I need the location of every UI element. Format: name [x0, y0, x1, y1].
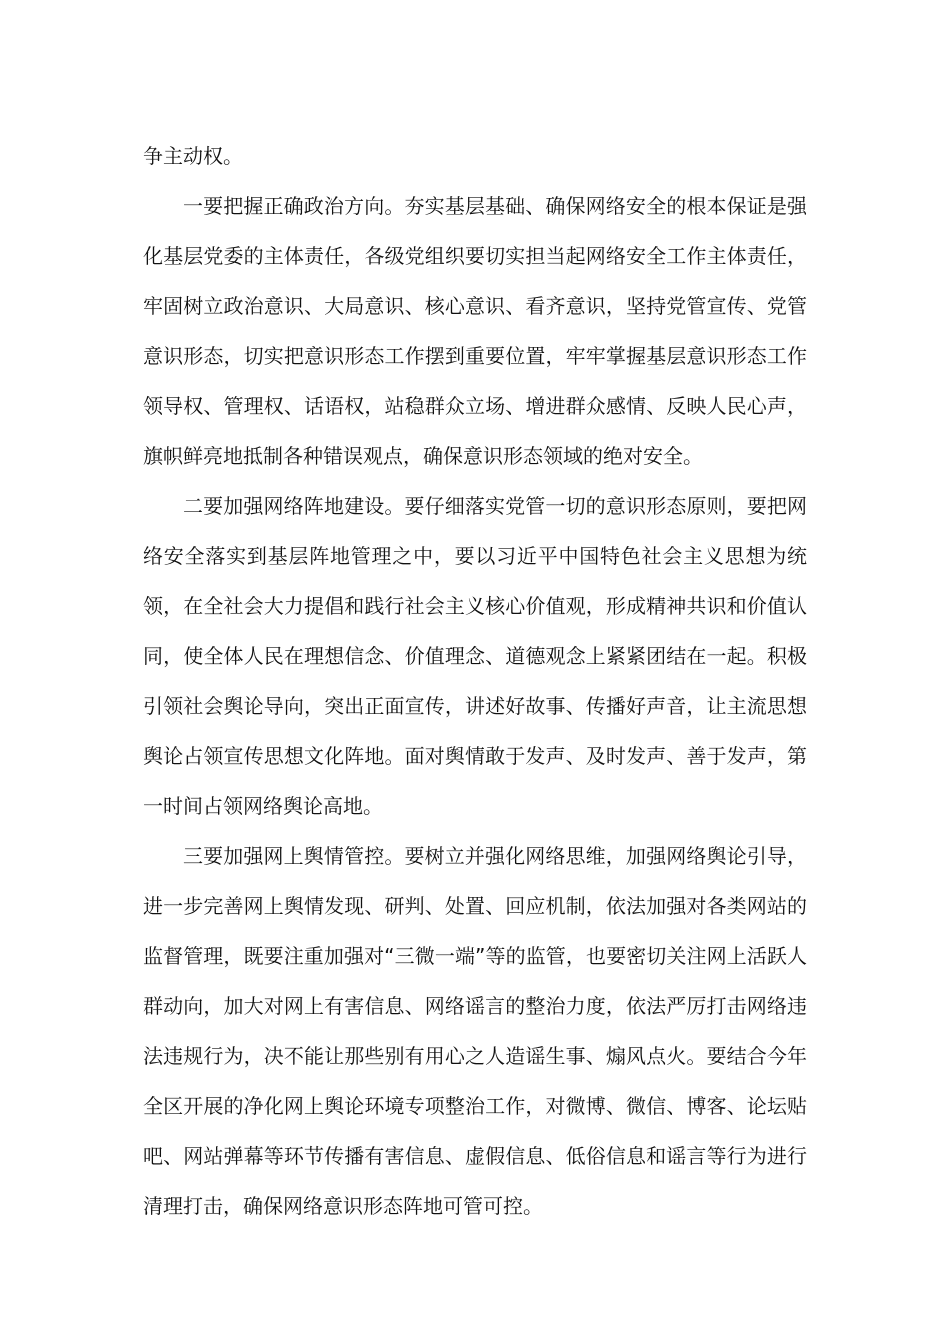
paragraph-political-direction: 一要把握正确政治方向。夯实基层基础、确保网络安全的根本保证是强化基层党委的主体责任，各级党组织要切实担当起网络安全工作主体责任，牢固树立政治意识、大局意识、核心意识、看齐意识，坚持党管宣传、党管意识形态，切实把意识形态工作摆到重要位置，牢牢掌握基层意识形态工作领导权、管理权、话语权，站稳群众立场、增进群众感情、反映人民心声，旗帜鲜亮地抵制各种错误观点，确保意识形态领域的绝对安全。 — [143, 194, 807, 468]
body-text — [143, 131, 807, 1231]
paragraph-continuation: 争主动权。 — [143, 144, 243, 168]
paragraph-online-opinion-control: 三要加强网上舆情管控。要树立并强化网络思维，加强网络舆论引导，进一步完善网上舆情发现、研判、处置、回应机制，依法加强对各类网站的监督管理，既要注重加强对“三微一端”等的监管，也要密切关注网上活跃人群动向，加大对网上有害信息、网络谣言的整治力度，依法严厉打击网络违法违规行为，决不能让那些别有用心之人造谣生事、煽风点火。要结合今年全区开展的净化网上舆论环境专项整治工作，对微博、微信、博客、论坛贴吧、网站弹幕等环节传播有害信息、虚假信息、低俗信息和谣言等行为进行清理打击，确保网络意识形态阵地可管可控。 — [143, 844, 807, 1218]
paragraph-network-position: 二要加强网络阵地建设。要仔细落实党管一切的意识形态原则，要把网络安全落实到基层阵地管理之中，要以习近平中国特色社会主义思想为统领，在全社会大力提倡和践行社会主义核心价值观，形成精神共识和价值认同，使全体人民在理想信念、价值理念、道德观念上紧紧团结在一起。积极引领社会舆论导向，突出正面宣传，讲述好故事、传播好声音，让主流思想舆论占领宣传思想文化阵地。面对舆情敢于发声、及时发声、善于发声，第一时间占领网络舆论高地。 — [143, 494, 807, 818]
